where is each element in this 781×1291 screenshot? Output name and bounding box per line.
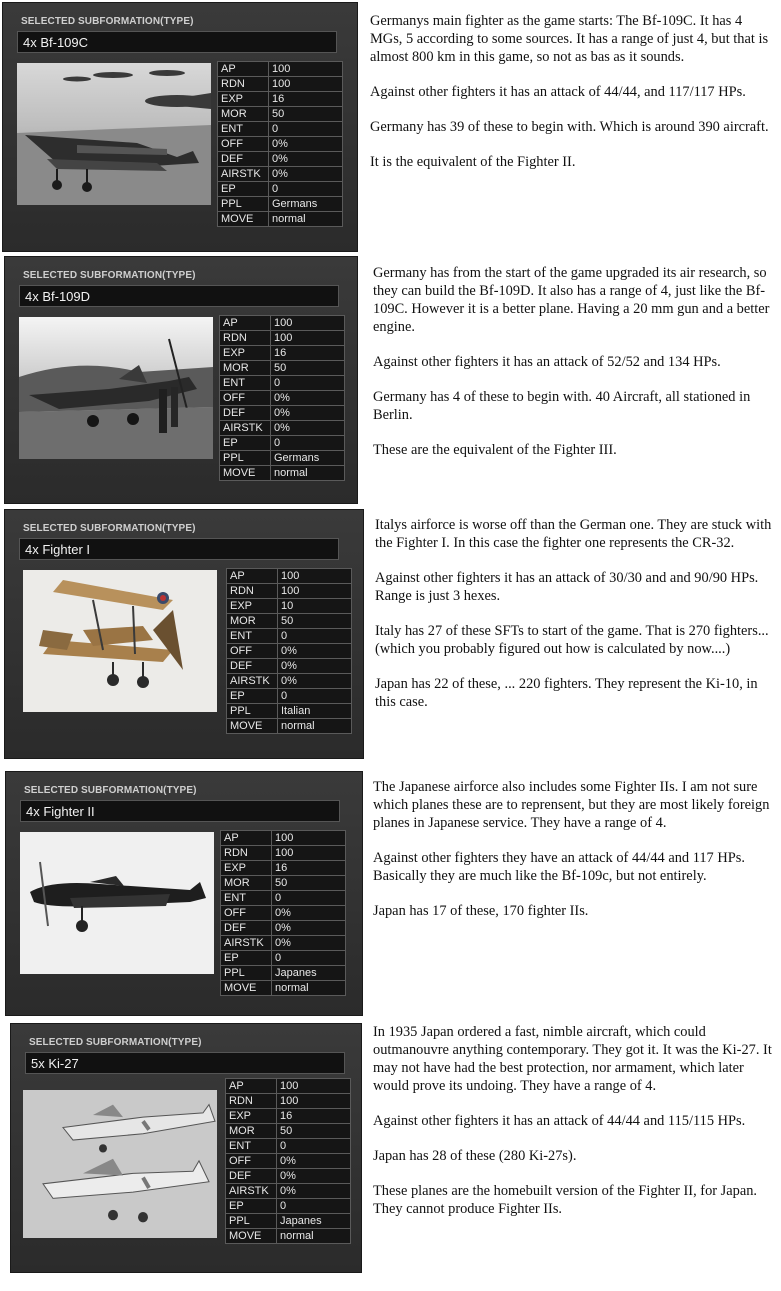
stat-value: 16 <box>269 92 343 107</box>
stat-label: AP <box>218 62 269 77</box>
stat-value: 50 <box>278 614 352 629</box>
stat-label: EP <box>227 689 278 704</box>
stats-table <box>217 61 343 227</box>
stat-value: 100 <box>277 1079 351 1094</box>
stat-value: 0 <box>269 182 343 197</box>
aircraft-photo <box>19 317 213 459</box>
panel-title: SELECTED SUBFORMATION(TYPE) <box>24 785 197 796</box>
stat-label: ENT <box>221 891 272 906</box>
description-paragraph: Against other fighters it has an attack of 30/30 and and 90/90 HPs. Range is just 3 hexes. <box>375 570 759 604</box>
unit-name-field: 4x Bf-109D <box>19 285 339 307</box>
stat-row-ap <box>226 1079 351 1094</box>
unit-description-bf109d <box>373 264 777 476</box>
description-paragraph: Against other fighters it has an attack of 44/44, and 117/117 HPs. <box>370 84 746 100</box>
stat-row-ap <box>227 569 352 584</box>
stat-row-exp <box>221 861 346 876</box>
stat-value: 100 <box>272 846 346 861</box>
stat-value: 100 <box>272 831 346 846</box>
unit-description-ki-27 <box>373 1023 777 1235</box>
stat-row-off <box>221 906 346 921</box>
stat-value: 0% <box>278 644 352 659</box>
description-paragraph: Japan has 17 of these, 170 fighter IIs. <box>373 903 589 919</box>
stat-label: OFF <box>220 391 271 406</box>
description-paragraph: These are the equivalent of the Fighter III. <box>373 442 617 458</box>
stat-row-exp <box>218 92 343 107</box>
stat-label: DEF <box>218 152 269 167</box>
stat-label: AIRSTK <box>226 1184 277 1199</box>
stat-label: AIRSTK <box>227 674 278 689</box>
description-paragraph: In 1935 Japan ordered a fast, nimble aircraft, which could outmanouvre anything contemporary. They got it. It was the Ki-27. It may not have had the best protection, nor armament, which later would prove its undoing. They have a range of 4. <box>373 1024 772 1094</box>
aircraft-photo <box>23 570 217 712</box>
stat-row-ep <box>218 182 343 197</box>
stat-value: 0% <box>277 1154 351 1169</box>
stat-value: 0 <box>271 436 345 451</box>
stat-value: 100 <box>271 316 345 331</box>
stat-value: Germans <box>269 197 343 212</box>
stat-row-mor <box>221 876 346 891</box>
stat-label: AP <box>221 831 272 846</box>
stat-row-exp <box>226 1109 351 1124</box>
stat-label: EP <box>218 182 269 197</box>
stat-row-rdn <box>218 77 343 92</box>
stat-value: 50 <box>269 107 343 122</box>
stat-label: RDN <box>221 846 272 861</box>
unit-panel-bf109d <box>4 256 358 504</box>
unit-name-field: 4x Fighter I <box>19 538 339 560</box>
stat-label: PPL <box>227 704 278 719</box>
stat-value: 0 <box>278 629 352 644</box>
stat-value: 0% <box>269 137 343 152</box>
stat-row-mor <box>227 614 352 629</box>
description-paragraph: The Japanese airforce also includes some Fighter IIs. I am not sure which planes these are to reprensent, but they are most likely foreign planes in Japanese service. They have a range of 4. <box>373 779 770 831</box>
description-paragraph: Italy has 27 of these SFTs to start of the game. That is 270 fighters... (which you probably figured out how is calculated by now....) <box>375 623 769 657</box>
description-paragraph: Germany has 4 of these to begin with. 40 Aircraft, all stationed in Berlin. <box>373 389 751 423</box>
stat-row-move <box>220 466 345 481</box>
stat-value: 100 <box>278 584 352 599</box>
stat-value: normal <box>269 212 343 227</box>
stat-row-ap <box>221 831 346 846</box>
stat-label: ENT <box>220 376 271 391</box>
stat-label: MOVE <box>221 981 272 996</box>
stat-value: normal <box>277 1229 351 1244</box>
stat-row-ppl <box>226 1214 351 1229</box>
stat-value: 16 <box>277 1109 351 1124</box>
stat-label: RDN <box>218 77 269 92</box>
stat-row-def <box>221 921 346 936</box>
stat-row-def <box>226 1169 351 1184</box>
stat-label: RDN <box>227 584 278 599</box>
stat-value: 0 <box>272 951 346 966</box>
stat-row-ppl <box>227 704 352 719</box>
stat-row-rdn <box>220 331 345 346</box>
stat-value: normal <box>271 466 345 481</box>
stat-label: ENT <box>226 1139 277 1154</box>
description-paragraph: Germany has from the start of the game upgraded its air research, so they can build the Bf-109D. It also has a range of 4, just like the Bf-109C. However it is a better plane. Having a 20 mm gun and a better engine. <box>373 265 770 335</box>
stat-label: AP <box>226 1079 277 1094</box>
stat-row-exp <box>220 346 345 361</box>
panel-title: SELECTED SUBFORMATION(TYPE) <box>21 16 194 27</box>
stat-label: MOVE <box>226 1229 277 1244</box>
stat-value: 0 <box>278 689 352 704</box>
aircraft-photo <box>17 63 211 205</box>
stat-label: OFF <box>221 906 272 921</box>
stat-row-ppl <box>218 197 343 212</box>
stat-label: OFF <box>226 1154 277 1169</box>
stat-value: 0 <box>277 1199 351 1214</box>
unit-name-field: 4x Bf-109C <box>17 31 337 53</box>
description-paragraph: Japan has 22 of these, ... 220 fighters. They represent the Ki-10, in this case. <box>375 676 758 710</box>
stat-row-ent <box>221 891 346 906</box>
stat-label: RDN <box>226 1094 277 1109</box>
stat-value: 0 <box>272 891 346 906</box>
stat-label: PPL <box>218 197 269 212</box>
stat-label: EXP <box>218 92 269 107</box>
stats-table <box>220 830 346 996</box>
stat-row-exp <box>227 599 352 614</box>
stat-row-ap <box>218 62 343 77</box>
unit-description-fighter-i <box>375 516 779 728</box>
panel-title: SELECTED SUBFORMATION(TYPE) <box>23 523 196 534</box>
description-paragraph: It is the equivalent of the Fighter II. <box>370 154 576 170</box>
stat-row-move <box>218 212 343 227</box>
description-paragraph: Against other fighters it has an attack of 52/52 and 134 HPs. <box>373 354 721 370</box>
stat-label: ENT <box>227 629 278 644</box>
stat-label: MOVE <box>227 719 278 734</box>
stat-label: EXP <box>220 346 271 361</box>
stat-label: DEF <box>221 921 272 936</box>
stat-value: Italian <box>278 704 352 719</box>
stat-row-off <box>220 391 345 406</box>
stat-row-def <box>218 152 343 167</box>
stat-row-ap <box>220 316 345 331</box>
stat-label: EP <box>220 436 271 451</box>
stat-row-airstk <box>226 1184 351 1199</box>
stat-row-mor <box>226 1124 351 1139</box>
stat-value: 0 <box>277 1139 351 1154</box>
panel-title: SELECTED SUBFORMATION(TYPE) <box>23 270 196 281</box>
stat-label: DEF <box>227 659 278 674</box>
stat-row-mor <box>218 107 343 122</box>
unit-panel-ki-27 <box>10 1023 362 1273</box>
stat-value: 16 <box>272 861 346 876</box>
stat-row-ep <box>221 951 346 966</box>
stat-value: 50 <box>272 876 346 891</box>
description-paragraph: Against other fighters they have an attack of 44/44 and 117 HPs. Basically they are much like the Bf-109c, but not entirely. <box>373 850 745 884</box>
stats-table <box>219 315 345 481</box>
stat-value: 0% <box>269 167 343 182</box>
stat-value: 0% <box>272 906 346 921</box>
stat-label: AIRSTK <box>221 936 272 951</box>
stat-value: 0% <box>272 921 346 936</box>
description-paragraph: Germanys main fighter as the game starts: The Bf-109C. It has 4 MGs, 5 according to some sources. It has a range of just 4, but that is almost 800 km in this game, so not as bas as it sounds. <box>370 13 769 65</box>
description-paragraph: Japan has 28 of these (280 Ki-27s). <box>373 1148 577 1164</box>
stat-row-airstk <box>227 674 352 689</box>
unit-name-field: 5x Ki-27 <box>25 1052 345 1074</box>
stat-row-airstk <box>220 421 345 436</box>
stat-label: AP <box>227 569 278 584</box>
stat-value: 100 <box>278 569 352 584</box>
stat-row-mor <box>220 361 345 376</box>
stat-value: 10 <box>278 599 352 614</box>
stat-value: 0% <box>272 936 346 951</box>
stat-label: AIRSTK <box>220 421 271 436</box>
stat-row-off <box>226 1154 351 1169</box>
stat-label: PPL <box>221 966 272 981</box>
stat-row-ep <box>220 436 345 451</box>
stat-value: Germans <box>271 451 345 466</box>
stat-value: 0% <box>277 1169 351 1184</box>
stat-value: 0% <box>278 659 352 674</box>
stat-label: OFF <box>218 137 269 152</box>
stat-row-ent <box>220 376 345 391</box>
stat-row-ent <box>227 629 352 644</box>
unit-panel-fighter-i <box>4 509 364 759</box>
unit-panel-fighter-ii <box>5 771 363 1016</box>
aircraft-photo <box>23 1090 217 1238</box>
stat-row-off <box>218 137 343 152</box>
stat-row-move <box>226 1229 351 1244</box>
stat-label: DEF <box>220 406 271 421</box>
stat-value: Japanes <box>272 966 346 981</box>
stat-label: MOR <box>221 876 272 891</box>
stat-label: AIRSTK <box>218 167 269 182</box>
stat-label: MOVE <box>220 466 271 481</box>
stat-label: PPL <box>226 1214 277 1229</box>
stat-row-rdn <box>226 1094 351 1109</box>
stat-value: 100 <box>277 1094 351 1109</box>
stat-label: MOVE <box>218 212 269 227</box>
stat-label: MOR <box>226 1124 277 1139</box>
stat-value: 0% <box>269 152 343 167</box>
stat-label: EXP <box>226 1109 277 1124</box>
stat-row-airstk <box>221 936 346 951</box>
unit-description-bf109c <box>370 12 774 188</box>
stat-label: MOR <box>220 361 271 376</box>
stat-value: 0% <box>271 391 345 406</box>
aircraft-photo <box>20 832 214 974</box>
stat-row-def <box>227 659 352 674</box>
description-paragraph: Against other fighters it has an attack of 44/44 and 115/115 HPs. <box>373 1113 746 1129</box>
stat-value: 100 <box>269 77 343 92</box>
stat-label: DEF <box>226 1169 277 1184</box>
stat-value: Japanes <box>277 1214 351 1229</box>
stat-label: RDN <box>220 331 271 346</box>
stat-value: normal <box>278 719 352 734</box>
stat-label: EXP <box>227 599 278 614</box>
stat-label: MOR <box>227 614 278 629</box>
stat-row-ep <box>226 1199 351 1214</box>
stat-label: EP <box>221 951 272 966</box>
stat-value: 0% <box>271 406 345 421</box>
stat-label: PPL <box>220 451 271 466</box>
stat-row-ent <box>226 1139 351 1154</box>
stat-value: 100 <box>271 331 345 346</box>
stat-label: EP <box>226 1199 277 1214</box>
stat-row-ppl <box>221 966 346 981</box>
unit-panel-bf109c <box>2 2 358 252</box>
stats-table <box>226 568 352 734</box>
stat-value: 0% <box>278 674 352 689</box>
stat-value: normal <box>272 981 346 996</box>
stat-row-move <box>227 719 352 734</box>
description-paragraph: Italys airforce is worse off than the German one. They are stuck with the Fighter I. In this case the fighter one represents the CR-32. <box>375 517 772 551</box>
stat-row-off <box>227 644 352 659</box>
stat-row-ep <box>227 689 352 704</box>
stat-label: EXP <box>221 861 272 876</box>
description-paragraph: These planes are the homebuilt version of the Fighter II, for Japan. They cannot produce Fighter IIs. <box>373 1183 758 1217</box>
stat-value: 0 <box>269 122 343 137</box>
stats-table <box>225 1078 351 1244</box>
unit-name-field: 4x Fighter II <box>20 800 340 822</box>
stat-value: 0% <box>271 421 345 436</box>
stat-row-move <box>221 981 346 996</box>
stat-row-def <box>220 406 345 421</box>
stat-row-ent <box>218 122 343 137</box>
panel-title: SELECTED SUBFORMATION(TYPE) <box>29 1037 202 1048</box>
stat-label: AP <box>220 316 271 331</box>
unit-description-fighter-ii <box>373 778 777 937</box>
stat-label: ENT <box>218 122 269 137</box>
stat-value: 16 <box>271 346 345 361</box>
stat-label: OFF <box>227 644 278 659</box>
stat-row-airstk <box>218 167 343 182</box>
stat-value: 50 <box>277 1124 351 1139</box>
stat-value: 50 <box>271 361 345 376</box>
stat-label: MOR <box>218 107 269 122</box>
stat-value: 0 <box>271 376 345 391</box>
stat-row-rdn <box>221 846 346 861</box>
description-paragraph: Germany has 39 of these to begin with. Which is around 390 aircraft. <box>370 119 769 135</box>
stat-value: 100 <box>269 62 343 77</box>
stat-value: 0% <box>277 1184 351 1199</box>
stat-row-rdn <box>227 584 352 599</box>
stat-row-ppl <box>220 451 345 466</box>
